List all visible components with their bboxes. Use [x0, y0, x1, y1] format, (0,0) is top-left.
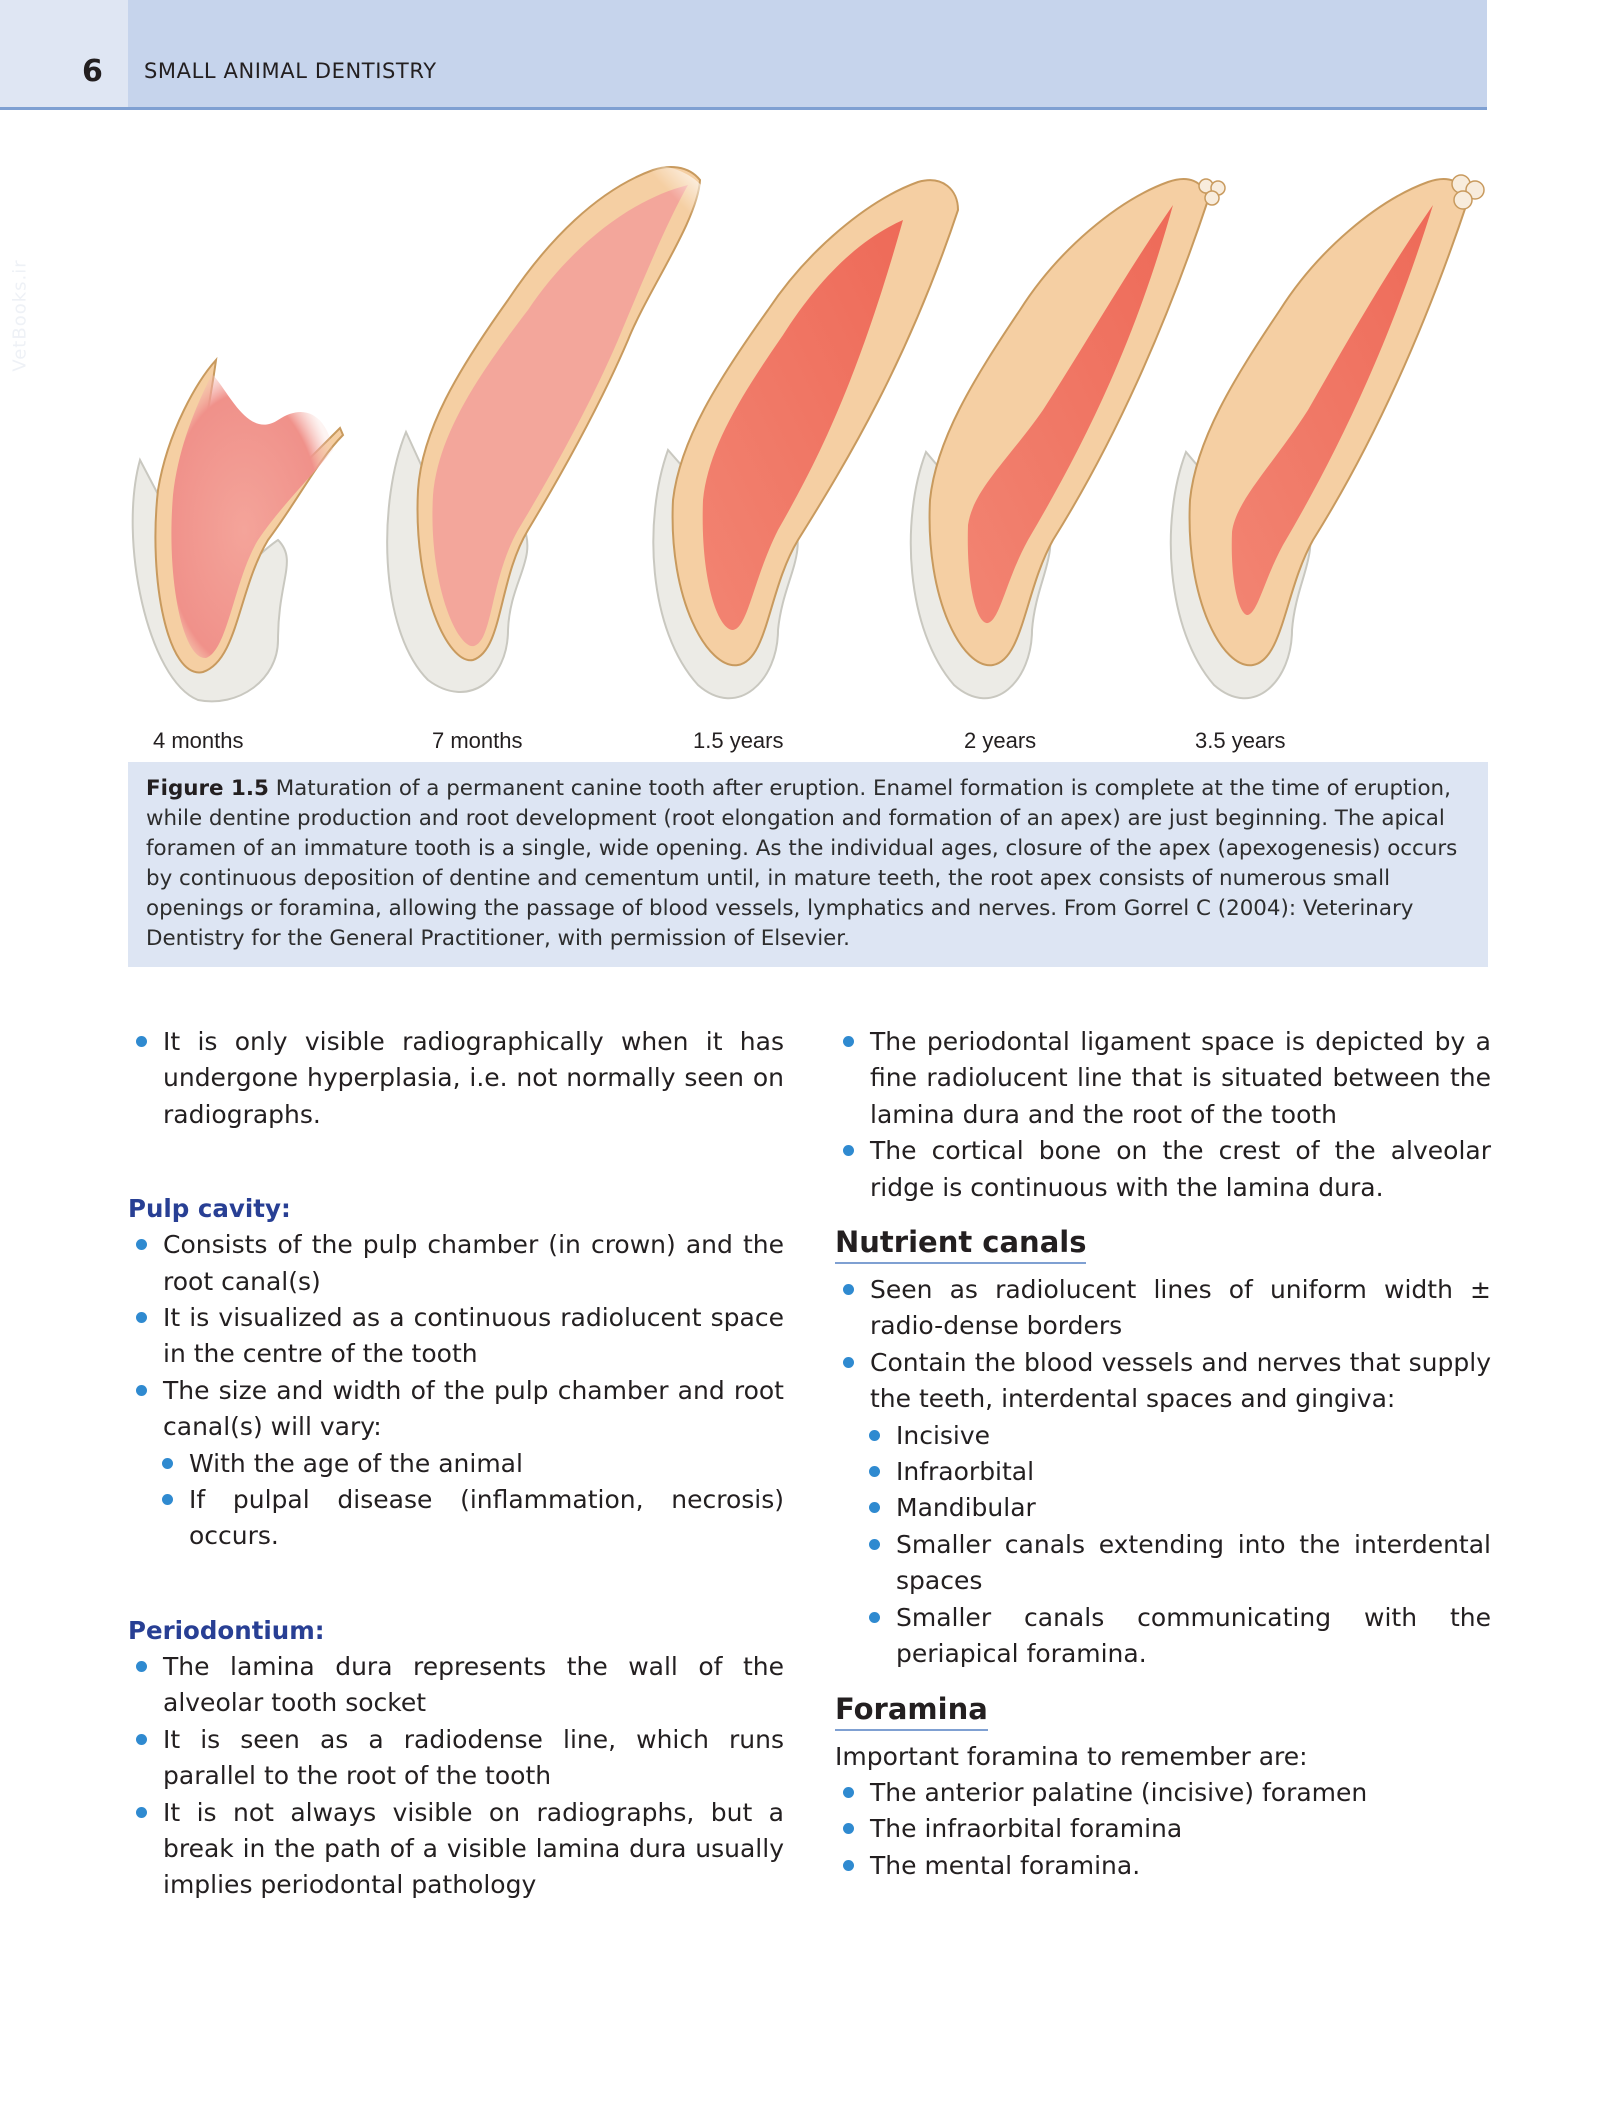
list-item: It is only visible radiographically when it has undergone hyperplasia, i.e. not normally seen on radiographs.	[128, 1024, 784, 1133]
sub-list-item: If pulpal disease (inflammation, necrosis) occurs.	[154, 1482, 784, 1555]
tooth-maturation-illustration	[128, 160, 1488, 720]
page-number-tab	[0, 0, 128, 107]
sub-list-item: Smaller canals communicating with the periapical foramina.	[861, 1600, 1491, 1673]
list-item: The periodontal ligament space is depicted by a fine radiolucent line that is situated between the lamina dura and the root of the tooth	[835, 1024, 1491, 1133]
watermark: VetBooks.ir	[9, 259, 31, 372]
list-item: It is visualized as a continuous radiolucent space in the centre of the tooth	[128, 1300, 784, 1373]
sub-list-item: With the age of the animal	[154, 1446, 784, 1482]
list-item: The anterior palatine (incisive) foramen	[835, 1775, 1491, 1811]
tooth-4-months	[133, 360, 343, 701]
figure-caption	[128, 762, 1488, 967]
label-7-months: 7 months	[432, 728, 523, 753]
periodontium-heading: Periodontium:	[128, 1615, 325, 1645]
caption-label: Figure 1.5	[146, 776, 269, 801]
list-item: It is not always visible on radiographs, but a break in the path of a visible lamina dura usually implies periodontal pathology	[128, 1795, 784, 1904]
label-2-years: 2 years	[964, 728, 1037, 753]
list-item: It is seen as a radiodense line, which runs parallel to the root of the tooth	[128, 1722, 784, 1795]
pulp-cavity-heading: Pulp cavity:	[128, 1194, 291, 1224]
label-4-months: 4 months	[153, 728, 244, 753]
figure-1-5	[128, 160, 1488, 760]
page-number: 6	[82, 54, 103, 89]
sub-list-item: Smaller canals extending into the interdental spaces	[861, 1527, 1491, 1600]
tooth-7-months	[387, 166, 708, 692]
label-3-5-years: 3.5 years	[1195, 728, 1286, 753]
foramina-intro: Important foramina to remember are:	[835, 1741, 1308, 1771]
caption-body: Maturation of a permanent canine tooth after eruption. Enamel formation is complete at the time of eruption, while dentine production and root development (root elongation and formation of an apex) are just beginning. The apical foramen of an immature tooth is a single, wide opening. As the individual ages, closure of the apex (apexogenesis) occurs by continuous deposition of dentine and cementum until, in mature teeth, the root apex consists of numerous small openings or foramina, allowing the passage of blood vessels, lymphatics and nerves. From Gorrel C (2004): Veterinary Dentistry for the General Practitioner, with permission of Elsevier.	[146, 776, 1458, 951]
tooth-2-years	[911, 179, 1225, 698]
list-item: Consists of the pulp chamber (in crown) and the root canal(s)	[128, 1227, 784, 1300]
list-item: Seen as radiolucent lines of uniform width ± radio-dense borders	[835, 1272, 1491, 1345]
tooth-1-5-years	[653, 180, 958, 698]
sub-list-item: Mandibular	[861, 1490, 1491, 1526]
right-column	[835, 1024, 1491, 1884]
header-band	[0, 0, 1487, 110]
list-item: The size and width of the pulp chamber and root canal(s) will vary:	[128, 1373, 784, 1446]
list-item: The lamina dura represents the wall of the alveolar tooth socket	[128, 1649, 784, 1722]
caption-text	[146, 774, 1474, 954]
list-item: The mental foramina.	[835, 1848, 1491, 1884]
nutrient-canals-heading: Nutrient canals	[835, 1224, 1086, 1264]
list-item: Contain the blood vessels and nerves that supply the teeth, interdental spaces and gingiva:	[835, 1345, 1491, 1418]
sub-list-item: Infraorbital	[861, 1454, 1491, 1490]
tooth-3-5-years	[1171, 175, 1484, 698]
list-item: The infraorbital foramina	[835, 1811, 1491, 1847]
left-column	[128, 1024, 784, 1904]
label-1-5-years: 1.5 years	[693, 728, 784, 753]
list-item: The cortical bone on the crest of the alveolar ridge is continuous with the lamina dura.	[835, 1133, 1491, 1206]
foramina-heading: Foramina	[835, 1691, 988, 1731]
sub-list-item: Incisive	[861, 1418, 1491, 1454]
running-head: SMALL ANIMAL DENTISTRY	[144, 59, 437, 83]
